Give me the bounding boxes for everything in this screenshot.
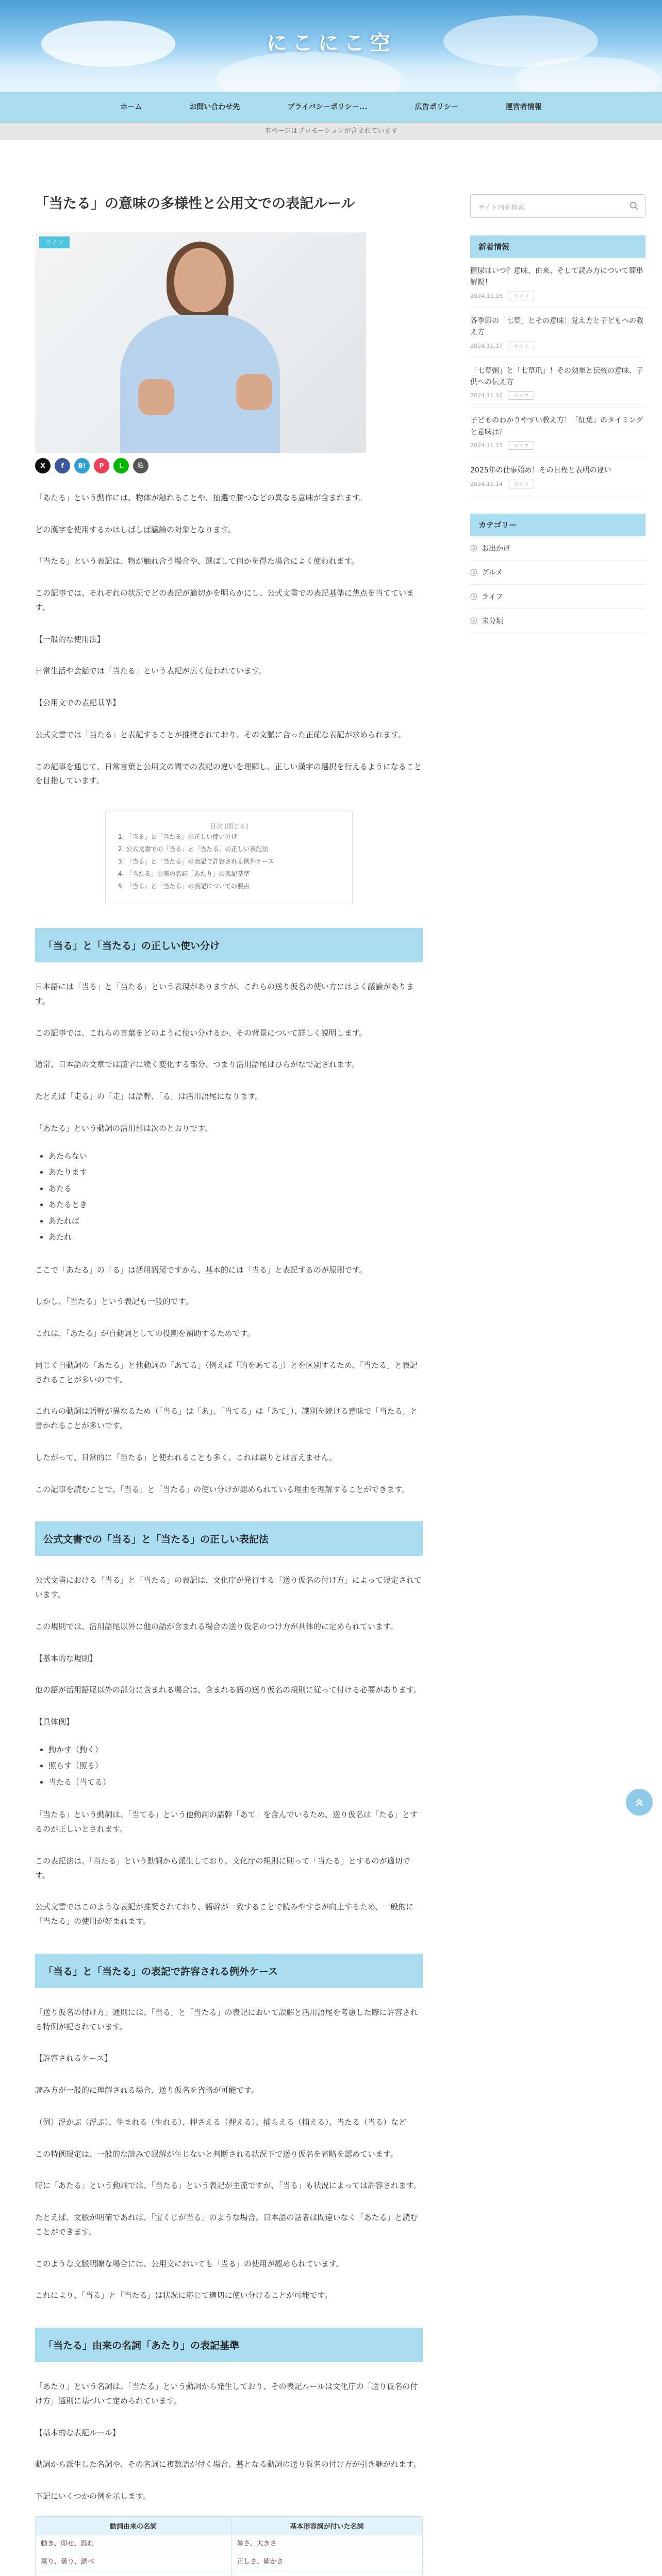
- paragraph: 【一般的な使用法】: [35, 634, 105, 644]
- paragraph: 「あたり」という名詞は、「当たる」という動詞から発生しており、その表記ルールは文化庁の「送り仮名の付け方」通則に基づいて定められています。: [35, 2382, 418, 2405]
- news-meta: [470, 342, 646, 350]
- news-date: 2024.11.14: [470, 480, 503, 487]
- paragraph: たとえば、文脈が明確であれば、「宝くじが当る」のような場合、日本語の話者は間違いなく「あたる」と読むことができます。: [35, 2213, 418, 2236]
- table-row: [36, 2571, 423, 2576]
- news-date: 2024.11.17: [470, 342, 503, 349]
- table-header: 動詞由来の名詞: [36, 2516, 231, 2535]
- news-item[interactable]: [470, 358, 646, 408]
- category-item[interactable]: [470, 561, 646, 585]
- cloud-decoration: [217, 52, 402, 92]
- paragraph: ここで「あたる」の「る」は活用語尾ですから、基本的には「当る」と表記するのが原則です。: [35, 1265, 367, 1275]
- eyecatch-image: [35, 232, 366, 453]
- paragraph: 公式文書における「当る」と「当たる」の表記は、文化庁が発行する「送り仮名の付け方」によって規定されています。: [35, 1575, 422, 1600]
- paragraph: しかし、「当たる」という表記も一般的です。: [35, 1297, 193, 1307]
- news-title[interactable]: 各季節の「七草」とその意味！覚え方と子どもへの教え方: [470, 316, 643, 337]
- nav-item-ad-policy[interactable]: 広告ポリシー: [415, 103, 458, 111]
- paragraph: 日常生活や会話では「当たる」という表記が広く使われています。: [35, 666, 267, 676]
- list-item: • 当たる（当てる）: [48, 1774, 423, 1791]
- news-tag[interactable]: ライフ: [508, 441, 534, 450]
- news-date: 2024.11.15: [470, 442, 503, 449]
- table-cell: 暑さ、大きさ: [231, 2535, 423, 2553]
- example-list: [35, 1742, 423, 1791]
- toc-title: [118, 822, 340, 831]
- paragraph: たとえば「走る」の「走」は語幹、「る」は活用語尾になります。: [35, 1092, 263, 1101]
- paragraph: 【公用文での表記基準】: [35, 698, 121, 708]
- site-title[interactable]: にこにこ空: [267, 31, 395, 55]
- paragraph: この記事を読むことで、「当る」と「当たる」の使い分けが認められている理由を理解することができます。: [35, 1484, 410, 1494]
- chevron-right-icon: [470, 545, 477, 552]
- paragraph: 「あたる」という動作には、物体が触れることや、抽選で勝つなどの異なる意味が含まれます。: [35, 493, 367, 502]
- paragraph: 日本語には「当る」と「当たる」という表現がありますが、これらの送り仮名の使い方にはよく議論があります。: [35, 982, 415, 1006]
- paragraph: 【許容されるケース】: [35, 2054, 112, 2063]
- news-tag[interactable]: ライフ: [508, 391, 534, 400]
- paragraph: この記事では、これらの言葉をどのように使い分けるか、その背景について詳しく説明します。: [35, 1028, 367, 1038]
- person-head: [174, 248, 226, 312]
- paragraph: （例）浮かぶ（浮ぶ）、生まれる（生れる）、押さえる（押える）、捕らえる（捕える）、当たる（当る）など: [35, 2117, 407, 2127]
- list-item: • あたれば: [48, 1213, 423, 1230]
- news-meta: [470, 480, 646, 488]
- news-item[interactable]: [470, 457, 646, 496]
- table-cell: 正しさ、確かさ: [231, 2553, 423, 2571]
- news-item[interactable]: [470, 308, 646, 358]
- paragraph: 下記にいくつかの例を示します。: [35, 2492, 151, 2501]
- toc-item[interactable]: 5. 「当る」と「当たる」の表記についての要点: [118, 883, 250, 890]
- paragraph: 「送り仮名の付け方」通則には、「当る」と「当たる」の表記において誤解と活用語尾を考慮した際に許容される特例が記されています。: [35, 2007, 418, 2031]
- paragraph: 「あたる」という動詞の活用形は次のとおりです。: [35, 1123, 212, 1133]
- paragraph: 【基本的な表記ルール】: [35, 2428, 120, 2437]
- table-row: [36, 2535, 423, 2553]
- category-label[interactable]: お出かけ: [482, 544, 510, 553]
- main-content: [35, 194, 423, 2576]
- paragraph: どの漢字を使用するかはしばしば議論の対象となります。: [35, 524, 236, 534]
- paragraph: 「当たる」という表記は、物が触れ合う場合や、選ばして何かを得た場合によく使われます。: [35, 556, 359, 566]
- global-nav: [0, 92, 662, 123]
- double-chevron-up-icon: [634, 1797, 645, 1808]
- news-item[interactable]: [470, 258, 646, 308]
- paragraph: この記事では、それぞれの状況でどの表記が適切かを明らかにし、公式文書での表記基準に焦点を当てています。: [35, 588, 415, 612]
- promotion-notice: 本ページはプロモーションが含まれています: [0, 123, 662, 140]
- news-meta: [470, 391, 646, 400]
- category-badge[interactable]: ライフ: [39, 236, 70, 248]
- news-tag[interactable]: ライフ: [508, 342, 534, 350]
- paragraph: この規則では、活用語尾以外に他の語が含まれる場合の送り仮名のつけ方が具体的に定められています。: [35, 1621, 398, 1631]
- sidebar: [470, 194, 646, 633]
- x-share-icon[interactable]: X: [35, 458, 51, 473]
- paragraph: 読み方が一般的に理解される場合、送り仮名を省略が可能です。: [35, 2086, 259, 2095]
- paragraph: 【具体例】: [35, 1717, 74, 1727]
- paragraph: したがって、日常的に「当たる」と使われることも多く、これは誤りとは言えません。: [35, 1452, 337, 1462]
- list-item: • あたらない: [48, 1148, 423, 1165]
- news-title[interactable]: 子どものわかりやすい教え方！「紅葉」のタイミングと意味は？: [470, 416, 643, 436]
- paragraph: 特に「あたる」という動詞では、「当たる」という表記が主流ですが、「当る」も状況によっては許容されます。: [35, 2181, 421, 2191]
- share-buttons: [35, 458, 423, 473]
- table-cell: [231, 2571, 423, 2576]
- paragraph: これは、「あたる」が自動詞としての役割を補助するためです。: [35, 1329, 255, 1338]
- facebook-share-icon[interactable]: f: [55, 458, 70, 473]
- page-title: 「当たる」の意味の多様性と公用文での表記ルール: [35, 196, 355, 212]
- paragraph: 【基本的な規則】: [35, 1653, 97, 1663]
- list-item: • あたります: [48, 1164, 423, 1181]
- table-cell: [36, 2571, 231, 2576]
- thumb-left: [138, 379, 174, 415]
- news-title[interactable]: 糖尿はいつ？意味、由来、そして読み方について簡単解説！: [470, 267, 643, 287]
- toc-item[interactable]: 2. 公式文書での「当る」と「当たる」の正しい表記法: [118, 845, 269, 853]
- list-item: • 照らす（照る）: [48, 1758, 423, 1774]
- chevron-right-icon: [470, 593, 477, 600]
- nav-item-privacy[interactable]: プライバシーポリシー...: [287, 103, 368, 111]
- table-header: 基本形容詞が付いた名詞: [231, 2516, 423, 2535]
- news-item[interactable]: [470, 408, 646, 457]
- paragraph: 通常、日本語の文章では漢字に続く変化する部分、つまり活用語尾はひらがなで記されます。: [35, 1060, 359, 1070]
- line-share-icon[interactable]: L: [113, 458, 129, 473]
- category-item[interactable]: [470, 536, 646, 561]
- paragraph: 公式文書ではこのような表記が推奨されており、語幹が一致することで読みやすさが向上するため、一般的に「当たる」の使用が好まれます。: [35, 1902, 414, 1926]
- toc-item[interactable]: 1. 「当る」と「当たる」の正しい使い分け: [118, 833, 238, 841]
- paragraph: 動詞から派生した名詞や、その名詞に複数語が付く場合、基となる動詞の送り仮名の付け方が引き継がれます。: [35, 2460, 421, 2469]
- list-item: • あたれ: [48, 1229, 423, 1246]
- search-icon[interactable]: [630, 201, 639, 211]
- chevron-right-icon: [470, 617, 477, 624]
- news-meta: [470, 441, 646, 450]
- paragraph: このような文脈明瞭な場合には、公用文においても「当る」の使用が認められています。: [35, 2259, 344, 2268]
- paragraph: 公式文書では「当たる」と表記することが推奨されており、その文脈に合った正確な表記が求められます。: [35, 730, 406, 739]
- nav-item-home[interactable]: ホーム: [120, 103, 142, 111]
- category-heading: カテゴリー: [470, 514, 646, 536]
- section-heading: 「当る」と「当たる」の正しい使い分け: [35, 928, 423, 962]
- paragraph: この特例規定は、一般的な読みで誤解が生じないと判断される状況下で送り仮名を省略を認めています。: [35, 2149, 398, 2159]
- news-date: 2024.11.16: [470, 392, 503, 399]
- news-heading: 新着情報: [470, 235, 646, 258]
- toc-toggle[interactable]: [閉じる]: [224, 823, 248, 831]
- copy-link-icon[interactable]: ⎘: [133, 458, 148, 473]
- paragraph: この記事を通じて、日常言葉と公用文の間での表記の違いを理解し、正しい漢字の選択を行えるようになることを目指しています。: [35, 761, 422, 786]
- paragraph: 他の語が活用語尾以外の部分に含まれる場合は、含まれる語の送り仮名の規則に従って付ける必要があります。: [35, 1685, 421, 1695]
- category-label[interactable]: グルメ: [482, 568, 503, 577]
- search-box[interactable]: [470, 194, 646, 218]
- toc-title-text: 目次: [210, 823, 223, 831]
- table-row: [36, 2553, 423, 2571]
- toc-item[interactable]: 3. 「当る」と「当たる」の表記で許容される例外ケース: [118, 858, 274, 866]
- category-label[interactable]: ライフ: [482, 592, 503, 601]
- nav-item-contact[interactable]: お問い合わせ先: [189, 103, 240, 111]
- search-input[interactable]: サイト内を検索: [478, 204, 525, 212]
- news-tag[interactable]: ライフ: [508, 480, 534, 488]
- paragraph: これらの動詞は語幹が異なるため（「当る」は「あ」、「当てる」は「あて」）、識別を続ける意味で「当たる」と書かれることが多いです。: [35, 1406, 418, 1431]
- hatena-share-icon[interactable]: B!: [74, 458, 90, 473]
- back-to-top-button[interactable]: [626, 1789, 653, 1816]
- news-meta: [470, 292, 646, 300]
- section-heading: 公式文書での「当る」と「当たる」の正しい表記法: [35, 1521, 423, 1556]
- table-of-contents: [105, 811, 353, 903]
- paragraph: 同じく自動詞の「あたる」と他動詞の「あてる」（例えば「的をあてる」）とを区別するため、「当たる」と表記されることが多いのです。: [35, 1360, 418, 1384]
- pocket-share-icon[interactable]: P: [94, 458, 109, 473]
- site-header: [0, 0, 662, 92]
- paragraph: この表記法は、「当たる」という動詞から派生しており、文化庁の規則に則って「当たる」とするのが適切です。: [35, 1856, 410, 1880]
- chevron-right-icon: [470, 569, 477, 576]
- category-item[interactable]: [470, 609, 646, 633]
- list-item: • あたるとき: [48, 1197, 423, 1213]
- toc-item[interactable]: 4. 「当たる」由来の名詞「あたり」の表記基準: [118, 870, 250, 878]
- list-item: • あたる: [48, 1181, 423, 1197]
- table-cell: 薫り、曇り、調べ: [36, 2553, 231, 2571]
- section-heading: 「当たる」由来の名詞「あたり」の表記基準: [35, 2328, 423, 2362]
- news-title[interactable]: 「七草粥」と「七草爪」！その効果と伝統の意味、子供への伝え方: [470, 366, 643, 386]
- paragraph: これにより、「当る」と「当たる」は状況に応じて適切に使い分けることが可能です。: [35, 2291, 333, 2300]
- category-item[interactable]: [470, 585, 646, 609]
- section-heading: 「当る」と「当たる」の表記で許容される例外ケース: [35, 1954, 423, 1988]
- thumb-right: [236, 374, 272, 410]
- category-label[interactable]: 未分類: [482, 617, 503, 625]
- table-cell: 動き、仰せ、恐れ: [36, 2535, 231, 2553]
- list-item: • 動かす（動く）: [48, 1742, 423, 1758]
- noun-table: [35, 2516, 423, 2576]
- news-date: 2024.11.18: [470, 292, 503, 299]
- conjugation-list: [35, 1148, 423, 1246]
- news-title[interactable]: 2025年の仕事始め！その日程と表明の違い: [470, 466, 611, 475]
- news-tag[interactable]: ライフ: [508, 292, 534, 300]
- nav-item-operator[interactable]: 運営者情報: [505, 103, 542, 111]
- paragraph: 「当たる」という動詞は、「当てる」という他動詞の語幹「あて」を含んでいるため、送り仮名は「たる」とするのが正しいとされます。: [35, 1810, 418, 1834]
